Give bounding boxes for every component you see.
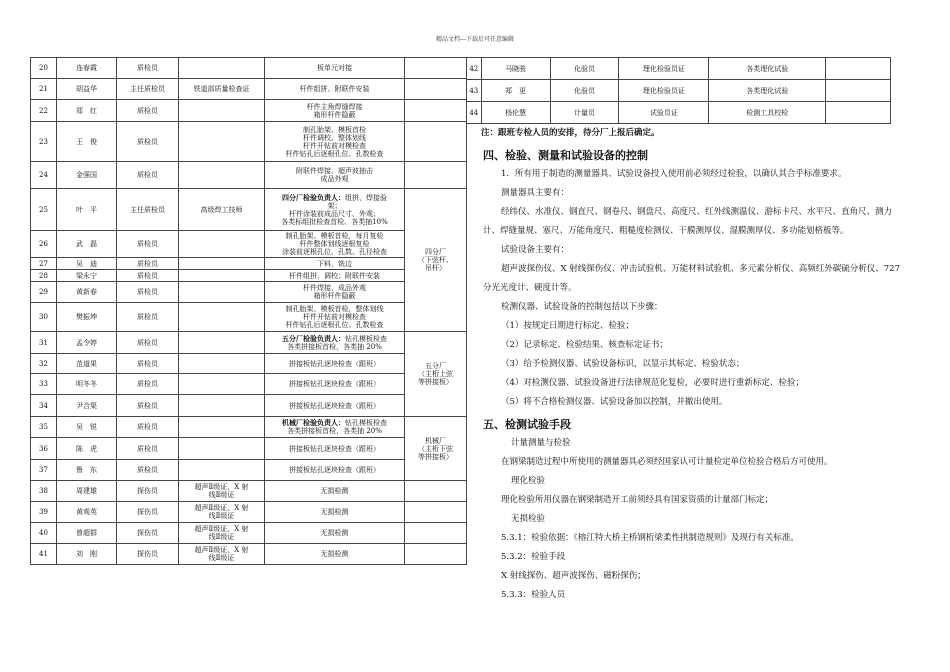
staff-certificate [179,282,265,303]
staff-name: 樊振坤 [57,303,117,332]
row-number: 34 [31,395,57,417]
table-row [31,417,467,438]
staff-name: 孟令婷 [57,332,117,354]
paragraph: 计量测量与检验 [511,438,571,448]
staff-duty: 附联件焊接、超声波抽击 成品外观 [265,162,405,189]
row-number: 20 [31,58,57,79]
staff-certificate: 超声Ⅱ级证、X 射 线Ⅱ级证 [179,481,265,502]
staff-duty: 检测工具校检 [709,102,826,124]
staff-duty: 杆件组拼、附联件安装 [265,79,405,100]
staff-name: 胡益华 [57,79,117,100]
group-cell [405,481,467,502]
staff-duty: 板单元对接 [265,58,405,79]
staff-role: 质检员 [117,303,179,332]
row-number: 30 [31,303,57,332]
row-number: 39 [31,502,57,523]
table-row [31,79,467,100]
staff-role: 质检员 [117,354,179,374]
body-text [483,124,903,605]
paragraph: 5.3.2：检验手段 [501,552,566,562]
staff-certificate [179,374,265,395]
staff-role: 主任质检员 [117,189,179,231]
staff-table-left [30,57,467,565]
row-number: 38 [31,481,57,502]
staff-duty: 拼接板钻孔逐块检查（跟班） [265,460,405,481]
staff-duty: 无损检测 [265,481,405,502]
staff-role: 计量员 [550,102,619,124]
duty-lead-label: 机械厂检验负责人： [282,418,345,427]
staff-certificate [179,460,265,481]
paragraph: 1．所有用于制造的测量器具、试验设备投入使用前必须经过检验，以确认其合乎标准要求。 [501,169,847,179]
duty-lead-label: 五分厂检验负责人： [282,333,345,343]
staff-name: 黄观英 [57,502,117,523]
group-cell [405,58,467,79]
group-cell [826,58,891,80]
staff-name: 杨伦慧 [481,102,550,124]
staff-name: 马晓骏 [481,58,550,80]
staff-certificate [179,354,265,374]
group-label: 五分厂 （主桁上弦 等拼接板） [405,332,467,417]
table-row [31,282,467,303]
staff-certificate: 超声Ⅱ级证、X 射 线Ⅱ级证 [179,502,265,523]
staff-name: 鲁 东 [57,460,117,481]
staff-certificate [179,122,265,162]
staff-certificate [179,395,265,417]
group-label: 四分厂 （下弦杆、 吊杆） [405,189,467,332]
table-row [467,80,891,102]
step-item: （5）将不合格检测仪器、试验设备加以控制，并撤出使用。 [501,397,728,407]
staff-certificate [179,100,265,122]
staff-certificate: 超声Ⅱ级证、X 射 线Ⅱ级证 [179,523,265,544]
paragraph: 测量器具主要有： [501,188,570,198]
staff-certificate [179,303,265,332]
paragraph: 5.3.1：检验依据：《榕江特大桥主桥钢桁梁柔性拱制造规则》及现行有关标准。 [501,533,799,543]
row-number: 24 [31,162,57,189]
staff-role: 探伤员 [117,544,179,565]
staff-name: 吴 锐 [57,417,117,438]
staff-certificate [179,332,265,354]
table-row [31,270,467,282]
staff-duty: 拼接板钻孔逐块检查（跟班） [265,374,405,395]
table-row [467,58,891,80]
staff-certificate [179,270,265,282]
staff-duty: 无损检测 [265,544,405,565]
staff-role: 质检员 [117,460,179,481]
staff-role: 探伤员 [117,481,179,502]
group-cell [405,544,467,565]
staff-duty: 五分厂检验负责人：钻孔模板检查 各类拼接板首检，各类抽 20% [265,332,405,354]
staff-name: 吴 迪 [57,258,117,270]
paragraph: 超声波探伤仪、X 射线探伤仪、冲击试验机、万能材料试验机、多元素分析仪、高频红外碳硫分析仪、727 分光光度计、硬度计等。 [483,264,900,293]
group-cell [405,100,467,122]
section-5-heading: 五、检测试验手段 [483,418,571,431]
staff-duty: 机械厂检验负责人：钻孔模板检查 各类拼接板首检，各类抽 20% [265,417,405,438]
staff-role: 质检员 [117,100,179,122]
table-row [31,189,467,231]
staff-name: 梁永宁 [57,270,117,282]
header-note: 精品文档---下载后可任意编辑 [435,36,515,43]
row-number: 35 [31,417,57,438]
group-cell [405,122,467,162]
staff-certificate: 理化检验员证 [619,80,709,102]
staff-duty: 各类理化试验 [709,80,826,102]
paragraph: X 射线探伤、超声波探伤、磁粉探伤； [501,571,646,581]
staff-role: 质检员 [117,374,179,395]
staff-duty: 下料、铣边 [265,258,405,270]
group-cell [405,162,467,189]
row-number: 37 [31,460,57,481]
staff-role: 化验员 [550,80,619,102]
staff-name: 黄新春 [57,282,117,303]
table-row [31,502,467,523]
staff-role: 质检员 [117,162,179,189]
row-number: 36 [31,438,57,460]
staff-duty: 各类理化试验 [709,58,826,80]
row-number: 41 [31,544,57,565]
staff-role: 主任质检员 [117,79,179,100]
table-row [31,354,467,374]
staff-certificate [179,162,265,189]
staff-certificate: 超声Ⅱ级证、X 射 线Ⅱ级证 [179,544,265,565]
group-cell [405,79,467,100]
table-row [31,58,467,79]
row-number: 26 [31,231,57,258]
staff-duty: 制孔胎架、模板首检 杆件调校、整体划线 杆件开钻前对模检查 杆件钻孔后逐根孔位、孔数检查 [265,122,405,162]
staff-duty: 杆件焊接、成品外观 箱形杆件隐蔽 [265,282,405,303]
staff-certificate [179,258,265,270]
group-cell [826,80,891,102]
table-row [31,523,467,544]
staff-name: 周建雄 [57,481,117,502]
group-cell [405,502,467,523]
staff-name: 陈 虎 [57,438,117,460]
group-cell [826,102,891,124]
staff-name: 郑 红 [57,100,117,122]
row-number: 29 [31,282,57,303]
staff-certificate: 试验员证 [619,102,709,124]
staff-name: 连春霞 [57,58,117,79]
staff-certificate: 高级焊工技师 [179,189,265,231]
row-number: 27 [31,258,57,270]
row-number: 42 [467,58,482,80]
staff-certificate: 理化检验员证 [619,58,709,80]
staff-duty: 拼接板钻孔逐块检查（跟班） [265,354,405,374]
paragraph: 经纬仪、水准仪、钢直尺、钢卷尺、钢盘尺、高度尺、红外线测温仪、游标卡尺、水平尺、直角尺、测力计、焊缝量规、塞尺、万能角度尺、粗糙度检测仪、干膜测厚仪、湿膜测厚仪、多功能划格板等。 [483,207,893,236]
staff-name: 王 俊 [57,122,117,162]
staff-duty: 制孔胎架、模板首检，整体划线 杆件开钻前对模检查 杆件钻孔后逐根孔位、孔数检查 [265,303,405,332]
table-row [467,102,891,124]
staff-role: 质检员 [117,332,179,354]
row-number: 31 [31,332,57,354]
table-note: 注：跟班专检人员的安排，待分厂上报后确定。 [481,128,660,138]
table-row [31,395,467,417]
table-row [31,438,467,460]
paragraph: 检测仪器、试验设备的控制包括以下步骤： [501,302,663,312]
paragraph: 理化检验所用仪器在钢梁制造开工前须经具有国家资质的计量部门标定； [501,495,774,505]
table-row [31,303,467,332]
staff-role: 探伤员 [117,523,179,544]
table-row [31,544,467,565]
staff-table-right [466,57,891,124]
row-number: 32 [31,354,57,374]
paragraph: 无损检验 [511,514,546,524]
table-row [31,332,467,354]
step-item: （1）按规定日期进行标定、检验； [501,321,634,331]
table-row [31,162,467,189]
staff-duty: 拼接板钻孔逐块检查（跟班） [265,438,405,460]
group-cell [405,523,467,544]
staff-name: 范道果 [57,354,117,374]
staff-certificate [179,438,265,460]
step-item: （3）给予检测仪器、试验设备标识，以显示其标定、检验状态； [501,359,745,369]
staff-name: 叶 平 [57,189,117,231]
staff-duty: 拼接板钻孔逐块检查（跟班） [265,395,405,417]
staff-name: 金强国 [57,162,117,189]
row-number: 23 [31,122,57,162]
staff-duty: 无损检测 [265,523,405,544]
staff-role: 质检员 [117,58,179,79]
paragraph: 在钢梁制造过程中所使用的测量器具必须经国家认可计量检定单位检验合格后方可使用。 [501,457,833,467]
staff-duty: 杆件组拼、调校；附联件安装 [265,270,405,282]
staff-role: 质检员 [117,270,179,282]
staff-certificate [179,231,265,258]
step-item: （2）记录标定、检验结果、核查标定证书； [501,340,668,350]
row-number: 22 [31,100,57,122]
row-number: 25 [31,189,57,231]
row-number: 21 [31,79,57,100]
table-row [31,481,467,502]
staff-duty: 杆件主角焊缝焊接 箱形杆件隐蔽 [265,100,405,122]
staff-name: 刘 刚 [57,544,117,565]
table-row [31,100,467,122]
staff-certificate: 铁道部质量检查证 [179,79,265,100]
staff-role: 质检员 [117,231,179,258]
paragraph: 试验设备主要有： [501,245,570,255]
staff-duty: 无损检测 [265,502,405,523]
row-number: 33 [31,374,57,395]
paragraph: 理化检验 [511,476,546,486]
row-number: 43 [467,80,482,102]
table-row [31,122,467,162]
staff-role: 质检员 [117,282,179,303]
row-number: 28 [31,270,57,282]
table-row [31,258,467,270]
staff-name: 明冬冬 [57,374,117,395]
staff-name: 曾超群 [57,523,117,544]
row-number: 40 [31,523,57,544]
staff-name: 武 磊 [57,231,117,258]
staff-role: 化验员 [550,58,619,80]
staff-duty: 四分厂检验负责人：组拼、焊接验 架； 杆件涂装前成品尺寸、外观； 各类标组批检查首检、各类抽10% [265,189,405,231]
duty-lead-label: 四分厂检验负责人： [282,192,345,202]
group-label: 机械厂 （主桁下弦 等拼接板） [405,417,467,481]
staff-role: 质检员 [117,395,179,417]
step-item: （4）对检测仪器、试验设备进行法律规范化复检，必要时进行重新标定、检验； [501,378,804,388]
staff-duty: 制孔胎架、模板首检，每月复检 杆件整体划线逐根复检 涂装前逐根孔位、孔数、孔径检查 [265,231,405,258]
table-row [31,460,467,481]
table-row [31,231,467,258]
staff-name: 尹合渠 [57,395,117,417]
staff-role: 探伤员 [117,502,179,523]
staff-certificate [179,417,265,438]
staff-role: 质检员 [117,122,179,162]
section-4-heading: 四、检验、测量和试验设备的控制 [483,149,648,162]
row-number: 44 [467,102,482,124]
paragraph: 5.3.3：检验人员 [501,590,566,600]
staff-role: 质检员 [117,258,179,270]
staff-role: 质检员 [117,438,179,460]
staff-role: 质检员 [117,417,179,438]
staff-name: 郑 更 [481,80,550,102]
staff-certificate [179,58,265,79]
table-row [31,374,467,395]
